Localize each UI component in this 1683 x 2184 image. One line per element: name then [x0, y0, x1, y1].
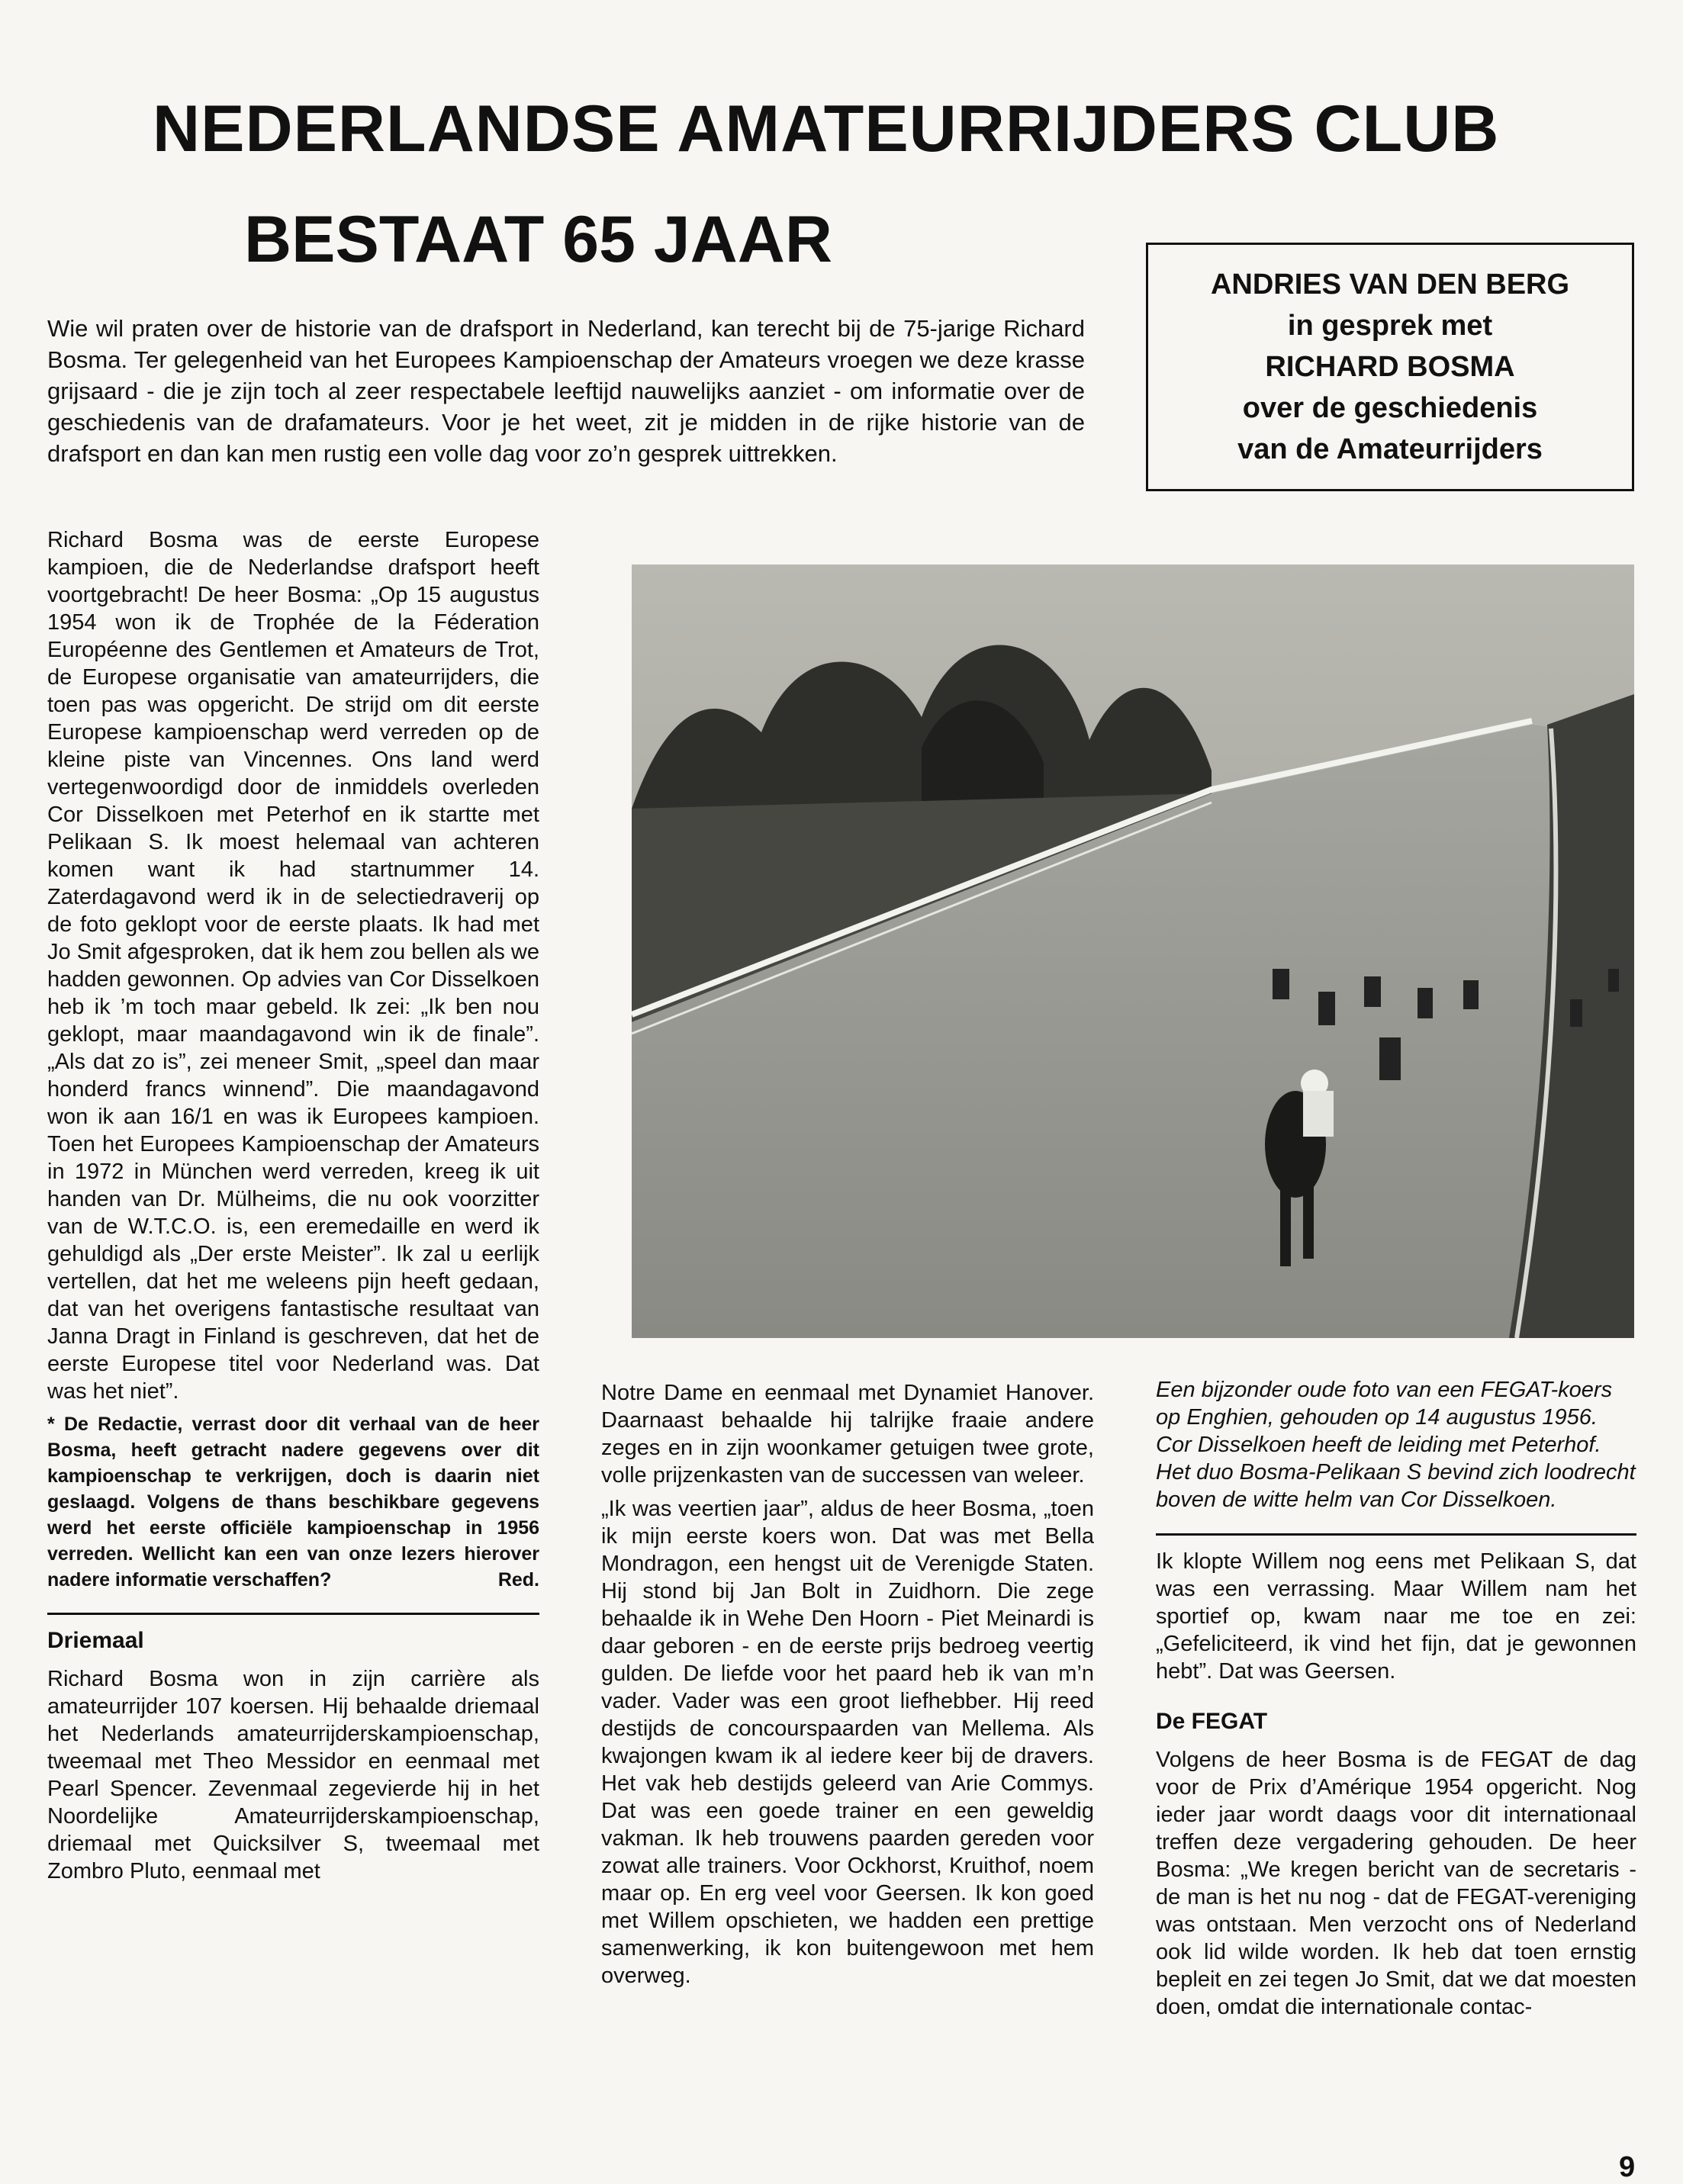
- body-paragraph: Volgens de heer Bosma is de FEGAT de dag voor de Prix d’Amérique 1954 opgericht. Nog ieder jaar wordt daags voor dit internationaal treffen deze vergadering gehouden. De heer Bosma: „We kregen bericht van de secretaris - de man is het nu nog - dat de FEGAT-vereniging was ontstaan. Men verzocht ons of Nederland ook lid wilde worden. Ik heb dat toen ernstig bepleit en zei tegen Jo Smit, dat we dat moesten doen, omdat die internationale contac-: [1156, 1748, 1636, 2019]
- body-paragraph: Ik klopte Willem nog eens met Pelikaan S, dat was een verrassing. Maar Willem nam het sportief op, kwam naar me toe en zei: „Gefeliciteerd, ik vind het fijn, dat je gewonnen hebt”. Dat was Geersen.: [1156, 1549, 1636, 1684]
- byline-line: van de Amateurrijders: [1237, 433, 1543, 465]
- editor-note-text: * De Redactie, verrast door dit verhaal van de heer Bosma, heeft getracht nadere gegevens over dit kampioenschap te verkrijgen, doch is daarin niet geslaagd. Volgens de thans beschikbare gegevens werd het eerste officiële kampioenschap in 1956 verreden. Wellicht kan een van onze lezers hierover nadere informatie verschaffen?: [47, 1414, 539, 1591]
- section-divider: [47, 1613, 539, 1615]
- headline-line-1: NEDERLANDSE AMATEURRIJDERS CLUB: [153, 92, 1500, 166]
- body-paragraph: Notre Dame en eenmaal met Dynamiet Hanover. Daarnaast behaalde hij talrijke fraaie andere zeges en in zijn woonkamer getuigen twee grote, volle prijzenkasten van de successen van weleer.: [601, 1381, 1094, 1488]
- body-paragraph: Richard Bosma was de eerste Europese kampioen, die de Nederlandse drafsport heeft voortgebracht! De heer Bosma: „Op 15 augustus 1954 won ik de Trophée de la Féderation Européenne des Gentlemen et Amateurs de Trot, de Europese organisatie van amateurrijders, die toen pas was opgericht. De strijd om dit eerste Europese kampioenschap werd verreden op de kleine piste van Vincennes. Ons land werd vertegenwoordigd door de inmiddels overleden Cor Disselkoen met Peterhof en ik startte met Pelikaan S. Ik moest helemaal van achteren komen want ik had startnummer 14. Zaterdagavond werd ik in de selectiedraverij op de foto geklopt voor de eerste plaats. Ik had met Jo Smit afgesproken, dat ik hem zou bellen als we hadden gewonnen. Op advies van Cor Disselkoen heb ik ’m toch maar gebeld. Ik zei: „Ik ben nou geklopt, maar maandagavond win ik de finale”. „Als dat zo is”, zei meneer Smit, „speel dan maar honderd francs winnend”. Die maandagavond won ik aan 16/1 en was ik Europees kampioen. Toen het Europees Kampioenschap der Amateurs in 1972 in München werd verreden, kreeg ik uit handen van Dr. Mülheims, die nu ook voorzitter van de W.T.C.O. is, een eremedaille en werd ik gehuldigd als „Der erste Meister”. Ik zal u eerlijk vertellen, dat het me weleens pijn heeft gedaan, dat van het overigens fantastische resultaat van Janna Dragt in Finland is geschreven, dat het de eerste Europese titel voor Nederland was. Dat was het niet”.: [47, 528, 539, 1404]
- body-paragraph: „Ik was veertien jaar”, aldus de heer Bosma, „toen ik mijn eerste koers won. Dat was met Bella Mondragon, een hengst uit de Verenigde Staten. Hij stond bij Jan Bolt in Zuidhorn. Die zege behaalde ik in Wehe Den Hoorn - Piet Meinardi is daar geboren - en de eerste prijs bedroeg veertig gulden. De liefde voor het paard heb ik van m’n vader. Vader was een groot liefhebber. Hij reed destijds de concourspaarden van Mellema. Als kwajongen kwam ik al iedere keer bij de dravers. Het vak heb destijds geleerd van Arie Commys. Dat was een goede trainer en een geweldig vakman. Ik heb trouwens paarden gereden voor zowat alle trainers. Voor Ockhorst, Kruithof, noem maar op. En erg veel voor Geersen. Ik kon goed met Willem opschieten, we hadden een prettige samenwerking, ik kon buitengewoon met hem overweg.: [601, 1497, 1094, 1988]
- section-heading: De FEGAT: [1156, 1709, 1268, 1734]
- column-1: [47, 526, 539, 1891]
- section-divider: [1156, 1533, 1636, 1536]
- byline-line: RICHARD BOSMA: [1265, 351, 1515, 383]
- page-number: 9: [1619, 2151, 1636, 2183]
- editor-note: [47, 1411, 539, 1593]
- body-paragraph: Richard Bosma won in zijn carrière als amateurrijder 107 koersen. Hij behaalde driemaal het Nederlands amateurrijderskampioenschap, tweemaal met Theo Messidor en eenmaal met Pearl Spencer. Zevenmaal zegevierde hij in het Noordelijke Amateurrijderskampioenschap, driemaal met Quicksilver S, tweemaal met Zombro Pluto, eenmaal met: [47, 1667, 539, 1883]
- race-photo-image: [632, 564, 1634, 1338]
- byline-line: over de geschiedenis: [1242, 392, 1538, 424]
- column-3: [1156, 1376, 1636, 2027]
- byline-box: [1146, 243, 1634, 491]
- photo-caption: Een bijzonder oude foto van een FEGAT-koers op Enghien, gehouden op 14 augustus 1956. Cor Disselkoen heeft de leiding met Peterhof. Het duo Bosma-Pelikaan S bevind zich loodrecht boven de witte helm van Cor Disselkoen.: [1156, 1378, 1636, 1512]
- byline-line: in gesprek met: [1287, 310, 1493, 342]
- column-2: [601, 1379, 1094, 1996]
- headline-line-2: BESTAAT 65 JAAR: [244, 203, 832, 276]
- section-heading: Driemaal: [47, 1628, 144, 1653]
- intro-paragraph: Wie wil praten over de historie van de drafsport in Nederland, kan terecht bij de 75-jarige Richard Bosma. Ter gelegenheid van het Europees Kampioenschap der Amateurs vroegen we deze krasse grijsaard - die je zijn toch al zeer respectabele leeftijd nauwelijks aanziet - om informatie over de geschiedenis van de drafamateurs. Voor je het weet, zit je midden in de rijke historie van de drafsport en dan kan men rustig een volle dag voor zo’n gesprek uittrekken.: [47, 315, 1085, 467]
- editor-note-signature: Red.: [497, 1569, 539, 1591]
- race-photo: [632, 564, 1634, 1338]
- byline-line: ANDRIES VAN DEN BERG: [1210, 269, 1570, 301]
